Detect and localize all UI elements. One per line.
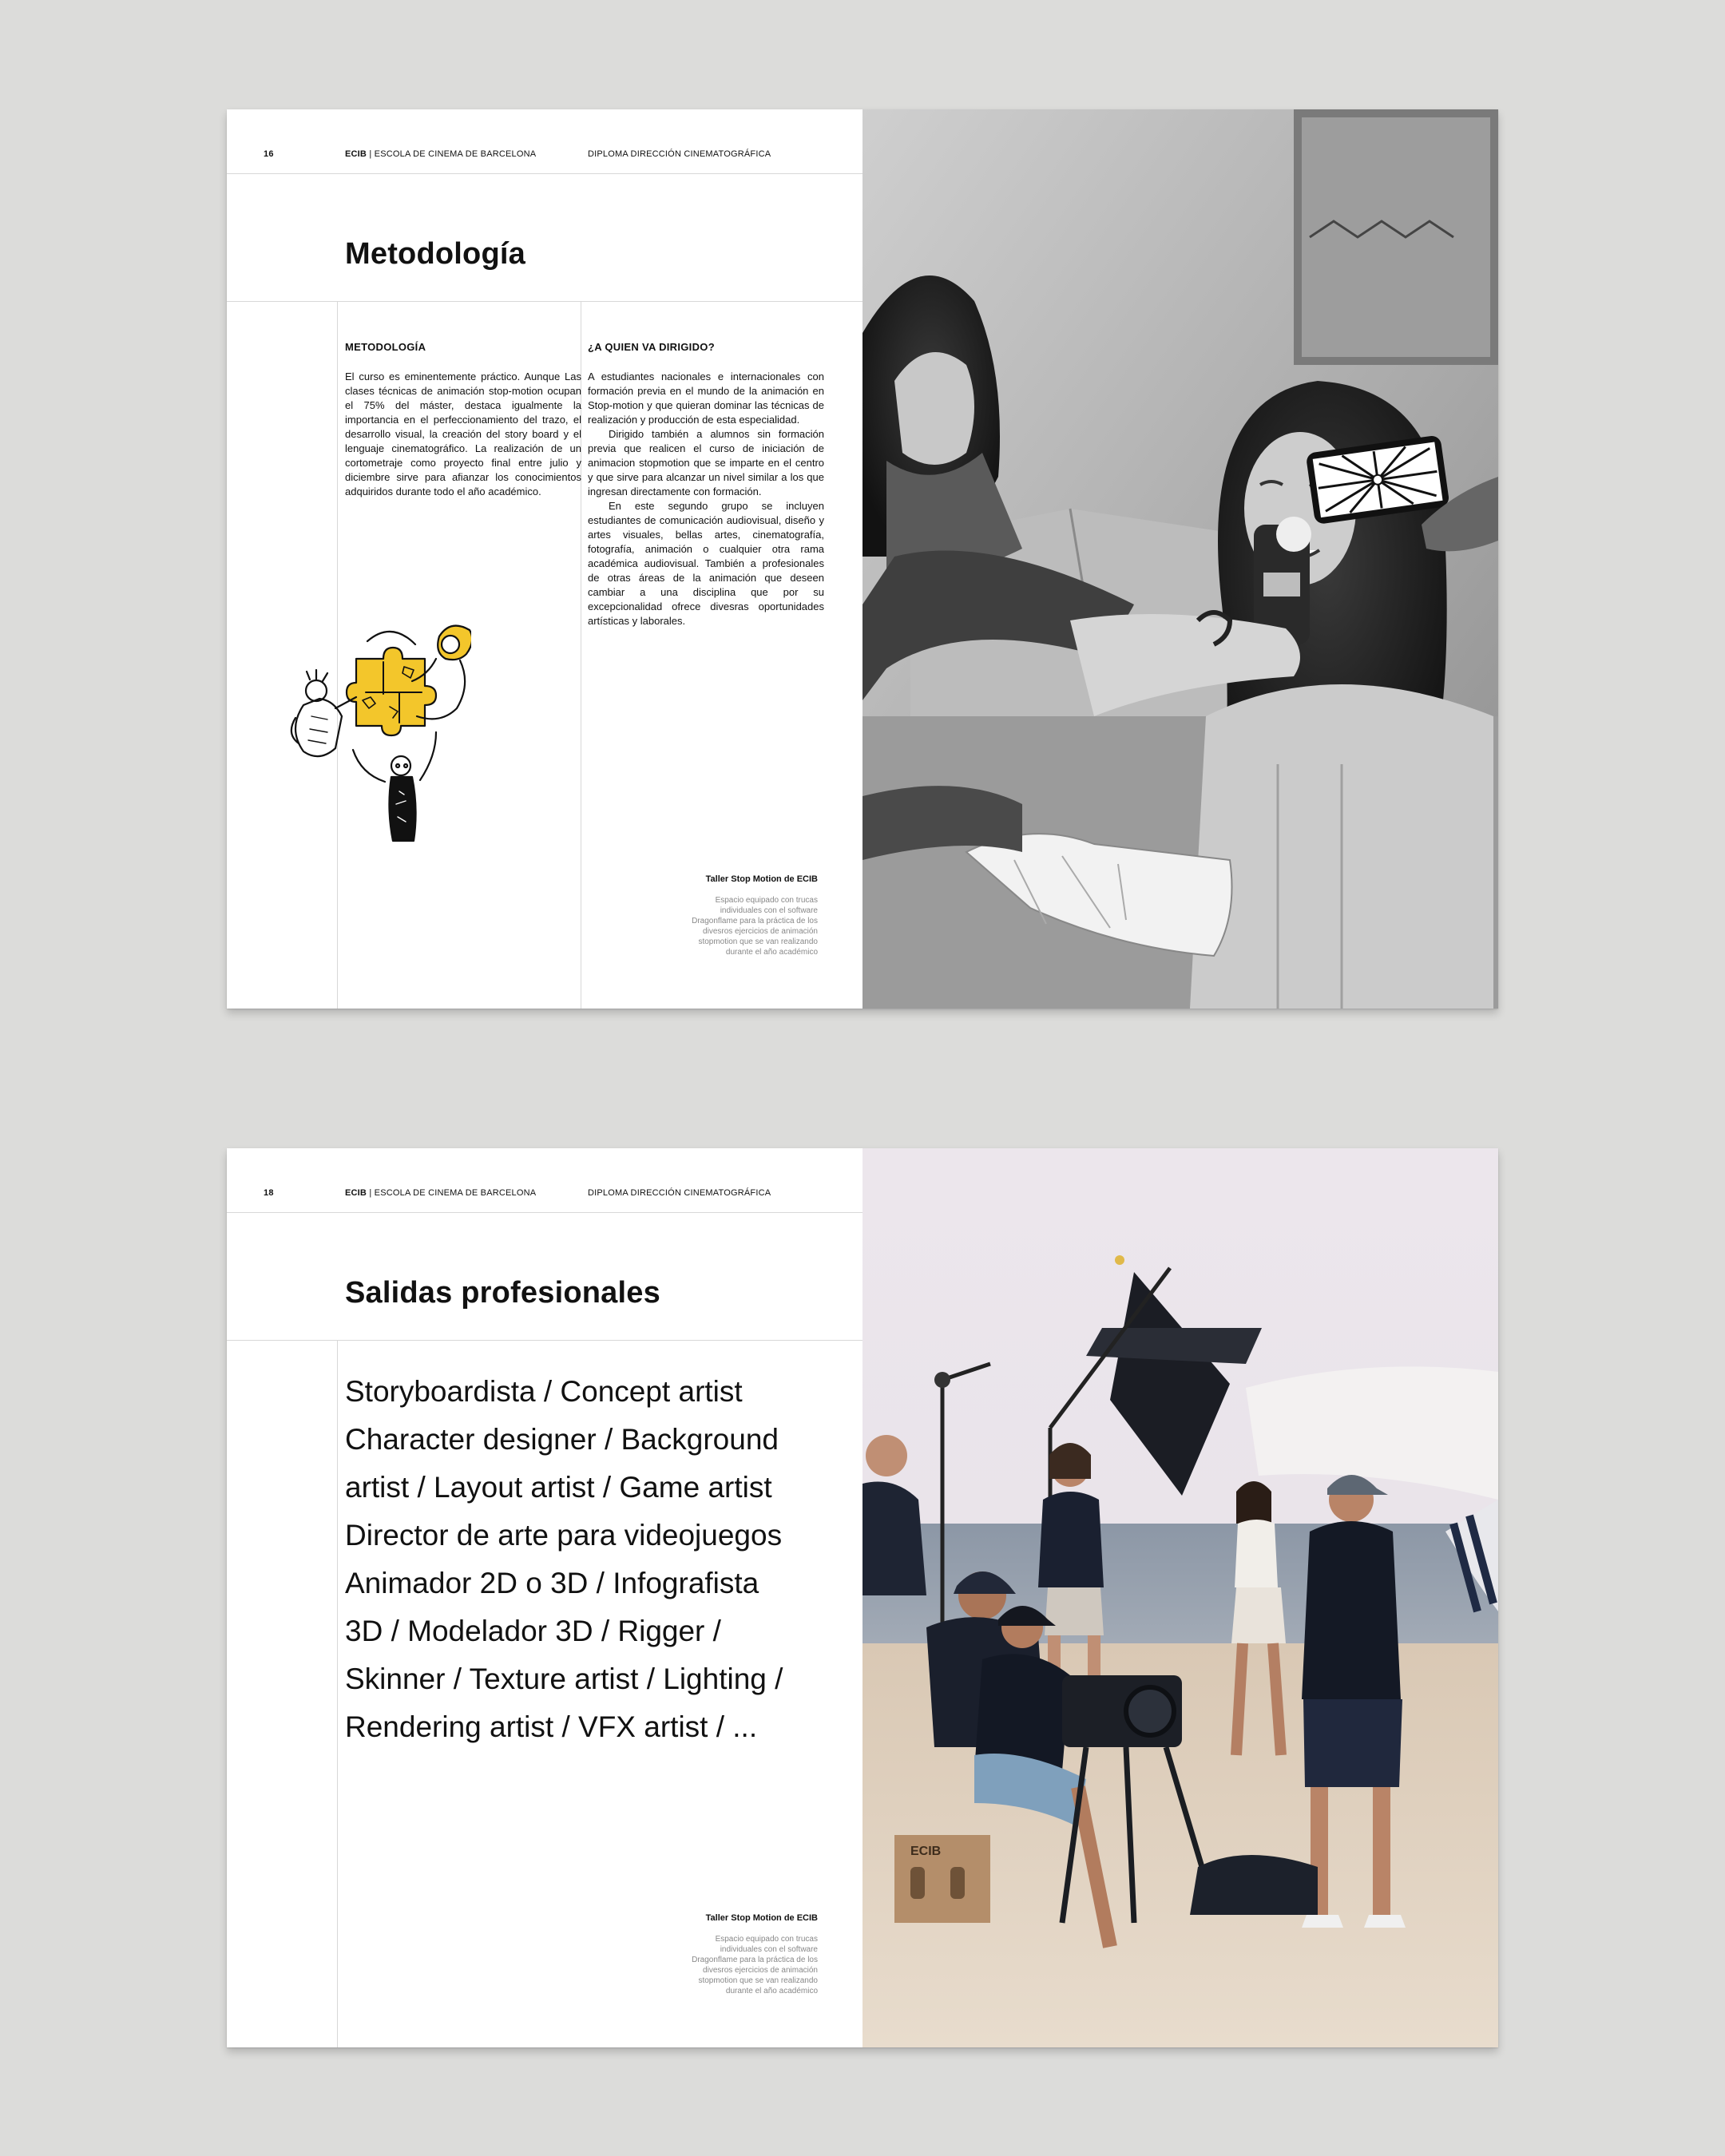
column-divider [337,1340,338,2047]
page-title: Salidas profesionales [345,1276,660,1310]
school-abbr: ECIB [345,1188,367,1198]
paragraph: En este segundo grupo se incluyen estudiantes de comunicación audiovisual, diseño y artes visuales, bellas artes, cinematografía, fotografía, animación o cualquier otra rama académica audiovisual. También a profesionales de otras áreas de la animación que deseen cambiar a una disciplina que por su excepcionalidad ofrece divesras oportunidades artísticas y laborales. [588,500,824,627]
career-line: artist / Layout artist / Game artist [345,1471,772,1504]
caption-title: Taller Stop Motion de ECIB [705,1913,818,1923]
career-line: 3D / Modelador 3D / Rigger / [345,1615,721,1647]
school-fullname: | ESCOLA DE CINEMA DE BARCELONA [369,1188,537,1198]
school-name [345,1188,536,1198]
career-line: Storyboardista / Concept artist [345,1375,743,1408]
photo-caption [578,1913,818,1996]
beach-film-set-photo [862,1148,1498,2047]
running-header [227,1148,862,1213]
program-name: DIPLOMA DIRECCIÓN CINEMATOGRÁFICA [588,1188,771,1198]
left-page [227,1148,862,2047]
column-body-dirigido [588,370,824,628]
program-name: DIPLOMA DIRECCIÓN CINEMATOGRÁFICA [588,149,771,159]
caption-line: durante el año académico [725,948,818,957]
career-line: Director de arte para videojuegos [345,1519,783,1552]
column-heading-metodologia: METODOLOGÍA [345,341,426,353]
spread-salidas [227,1148,1498,2047]
career-line: Character designer / Background [345,1423,779,1456]
school-abbr: ECIB [345,149,367,159]
school-fullname: | ESCOLA DE CINEMA DE BARCELONA [369,149,537,159]
caption-line: individuales con el software [720,1945,818,1954]
left-page [227,109,862,1009]
paragraph: El curso es eminentemente práctico. Aunque Las clases técnicas de animación stop-motion ocupan el 75% del máster, destaca igualmente la importancia en el perfeccionamiento del trazo, el desarrollo visual, la creación del story board y el lenguaje cinematográfico. La realización de un cortometraje como proyecto final entre julio y diciembre sirve para afianzar los conocimientos adquiridos durante todo el año académico. [345,371,581,497]
light-meter-photo [862,109,1498,1009]
crate-label: ECIB [910,1845,942,1858]
caption-line: Dragonflame para la práctica de los [692,917,818,925]
page-number: 16 [264,149,274,159]
caption-line: divesros ejercicios de animación [703,927,818,936]
caption-title: Taller Stop Motion de ECIB [705,874,818,884]
page-title: Metodología [345,237,525,271]
caption-line: Dragonflame para la práctica de los [692,1956,818,1964]
school-name [345,149,536,159]
career-line: Rendering artist / VFX artist / ... [345,1710,758,1743]
caption-body [578,1934,818,1996]
caption-line: divesros ejercicios de animación [703,1966,818,1975]
caption-body [578,895,818,957]
column-heading-dirigido: ¿A QUIEN VA DIRIGIDO? [588,341,715,353]
photo-caption [578,874,818,957]
page-number: 18 [264,1188,274,1198]
career-line: Animador 2D o 3D / Infografista [345,1567,759,1599]
title-divider [227,301,862,302]
column-body-metodologia [345,370,581,499]
caption-line: Espacio equipado con trucas [715,1935,818,1944]
caption-line: stopmotion que se van realizando [698,1976,818,1985]
title-divider [227,1340,862,1341]
caption-line: individuales con el software [720,906,818,915]
caption-line: Espacio equipado con trucas [715,896,818,905]
caption-line: stopmotion que se van realizando [698,937,818,946]
running-header [227,109,862,174]
puzzle-illustration [280,612,471,888]
paragraph: Dirigido también a alumnos sin formación previa que realicen el curso de iniciación de animacion stopmotion que se imparte en el centro y que sirve para alcanzar un nivel similar a los que ingresan directamente con formación. [588,428,824,497]
paragraph: A estudiantes nacionales e internacionales con formación previa en el mundo de la animación en Stop-motion y que quieran dominar las técnicas de realización y producción de esta especialidad. [588,371,824,426]
caption-line: durante el año académico [725,1987,818,1995]
career-line: Skinner / Texture artist / Lighting / [345,1663,783,1695]
spread-metodologia [227,109,1498,1009]
careers-list [345,1368,832,1751]
